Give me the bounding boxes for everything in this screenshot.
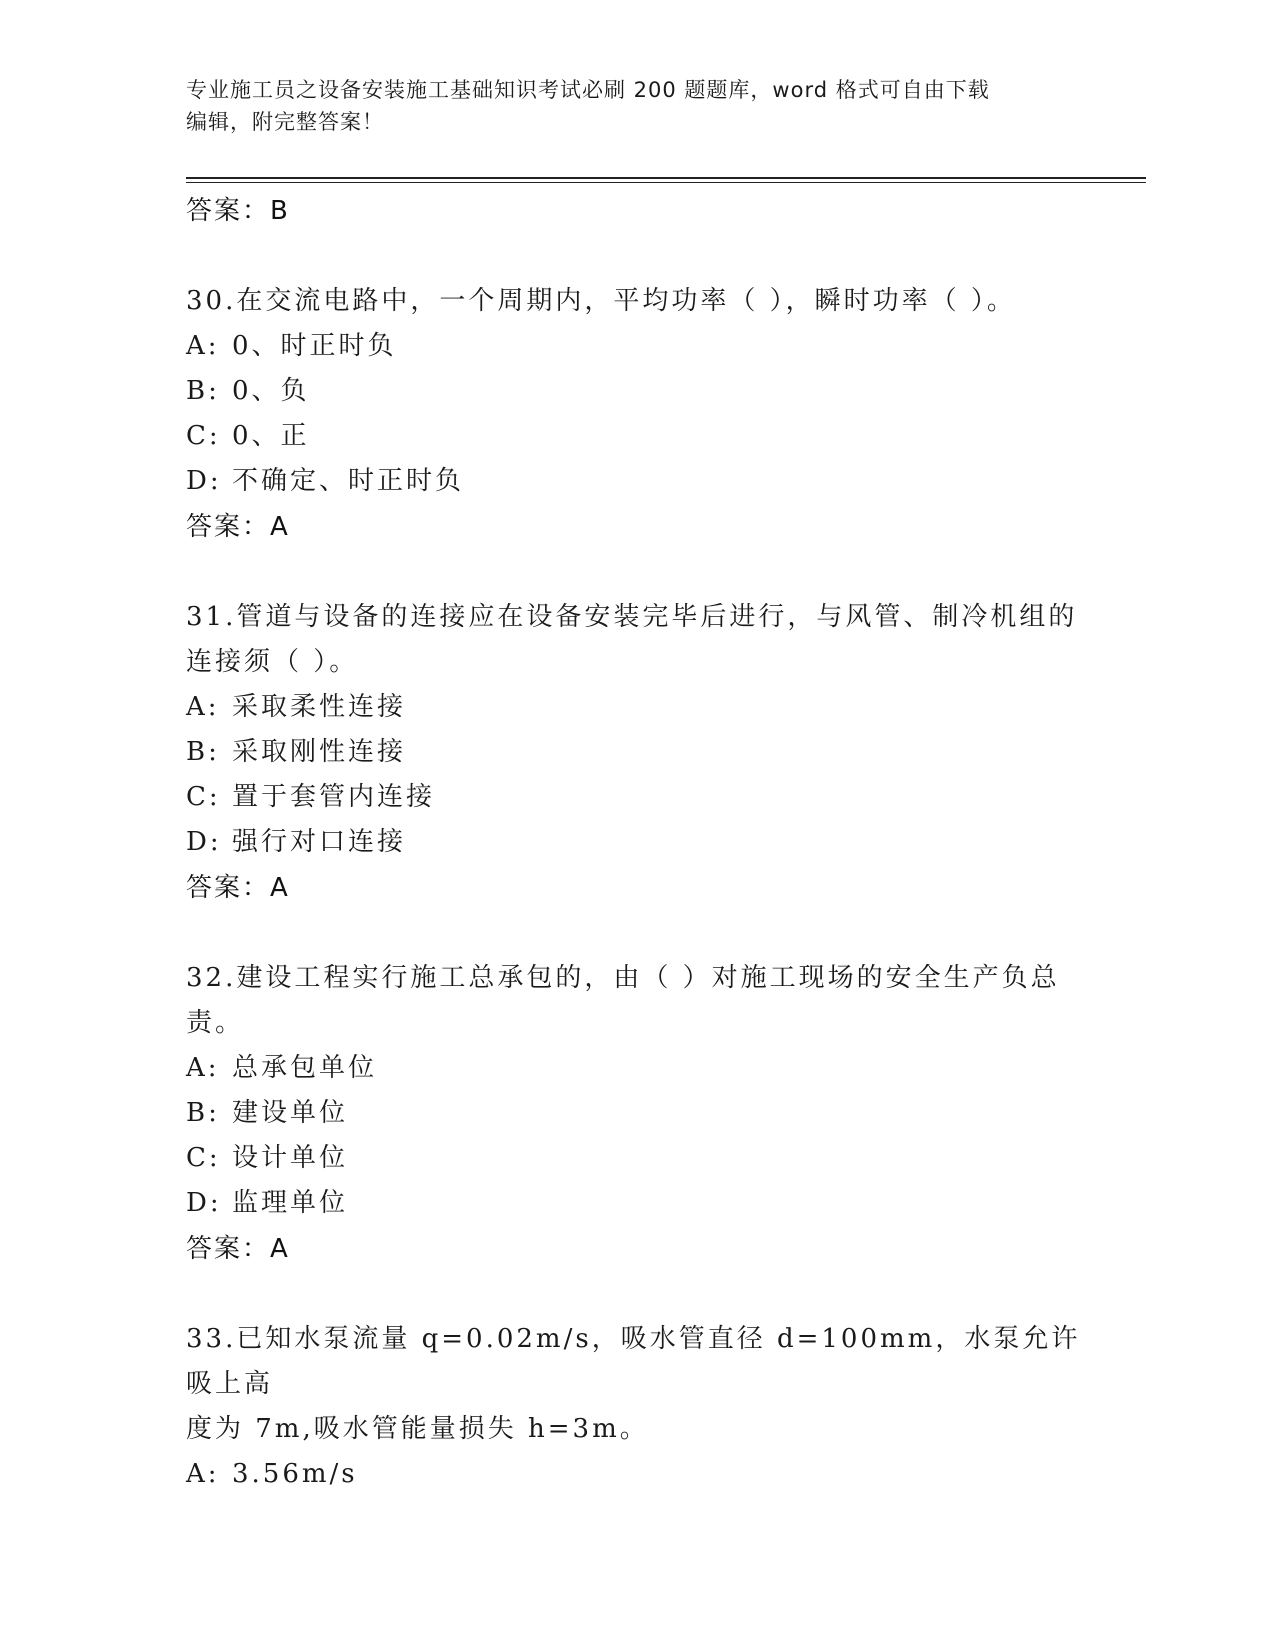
header-divider	[186, 177, 1146, 183]
option-letter: C:	[186, 1143, 221, 1173]
question-text: 32.建设工程实行施工总承包的，由（ ）对施工现场的安全生产负总	[186, 963, 1060, 993]
question-text-continued: 度为 7m,吸水管能量损失 h=3m。	[186, 1414, 649, 1444]
option-text: 3.56m/s	[232, 1459, 358, 1489]
option-c	[186, 414, 1086, 459]
option-b	[186, 730, 1086, 775]
option-b	[186, 369, 1086, 414]
option-text: 强行对口连接	[232, 827, 407, 857]
question-text: 33.已知水泵流量 q=0.02m/s，吸水管直径 d=100mm，水泵允许吸上高	[186, 1324, 1081, 1399]
option-text: 监理单位	[232, 1188, 349, 1218]
answer-label: 答案：A	[186, 873, 290, 903]
option-c	[186, 775, 1086, 820]
option-letter: D:	[186, 827, 222, 857]
header-line-2: 编辑，附完整答案！	[186, 110, 384, 134]
answer-label: 答案：B	[186, 196, 290, 226]
question-31	[186, 595, 1086, 911]
option-a	[186, 1452, 1086, 1497]
option-text: 建设单位	[232, 1098, 349, 1128]
option-letter: C:	[186, 782, 221, 812]
option-text: 0、时正时负	[232, 331, 397, 361]
question-33	[186, 1317, 1086, 1497]
option-text: 总承包单位	[232, 1053, 378, 1083]
option-letter: A:	[186, 1459, 220, 1489]
option-letter: A:	[186, 1053, 220, 1083]
question-text-continued: 责。	[186, 1008, 245, 1038]
option-letter: B:	[186, 737, 220, 767]
answer-label: 答案：A	[186, 512, 290, 542]
option-text: 0、正	[232, 421, 310, 451]
option-text: 采取刚性连接	[232, 737, 407, 767]
option-a	[186, 685, 1086, 730]
option-text: 0、负	[232, 376, 310, 406]
answer-label: 答案：A	[186, 1234, 290, 1264]
header-line-1: 专业施工员之设备安装施工基础知识考试必刷 200 题题库，word 格式可自由下载	[186, 78, 990, 102]
option-d	[186, 459, 1086, 504]
question-text: 31.管道与设备的连接应在设备安装完毕后进行，与风管、制冷机组的	[186, 602, 1078, 632]
option-text: 设计单位	[232, 1143, 349, 1173]
option-text: 采取柔性连接	[232, 692, 407, 722]
option-letter: D:	[186, 1188, 222, 1218]
question-32	[186, 956, 1086, 1272]
option-b	[186, 1091, 1086, 1136]
option-d	[186, 820, 1086, 865]
option-a	[186, 1046, 1086, 1091]
option-letter: C:	[186, 421, 221, 451]
option-d	[186, 1181, 1086, 1226]
option-text: 置于套管内连接	[232, 782, 436, 812]
option-letter: A:	[186, 331, 220, 361]
page-header	[186, 74, 1066, 138]
option-a	[186, 324, 1086, 369]
question-text-continued: 连接须（ ）。	[186, 647, 359, 677]
question-text: 30.在交流电路中，一个周期内，平均功率（ ），瞬时功率（ ）。	[186, 286, 1016, 316]
document-body	[186, 188, 1086, 1497]
option-letter: D:	[186, 466, 222, 496]
option-letter: B:	[186, 376, 220, 406]
question-30	[186, 279, 1086, 550]
option-c	[186, 1136, 1086, 1181]
option-text: 不确定、时正时负	[232, 466, 465, 496]
option-letter: B:	[186, 1098, 220, 1128]
option-letter: A:	[186, 692, 220, 722]
